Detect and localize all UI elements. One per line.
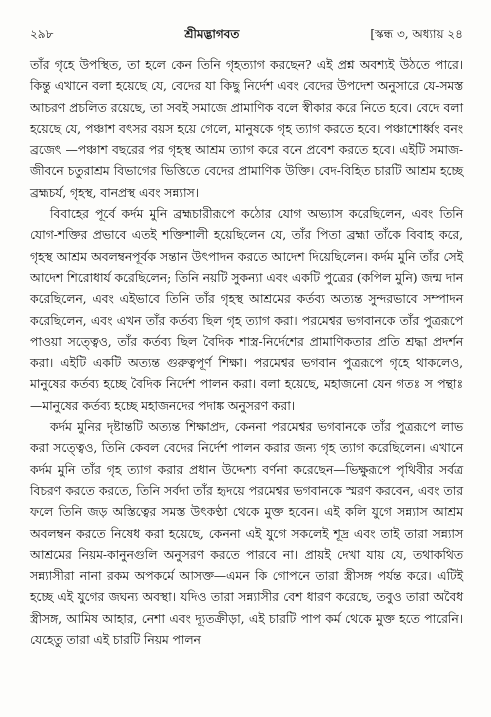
paragraph-3: কর্দম মুনির দৃষ্টান্তটি অত্যন্ত শিক্ষাপ্রদ, কেননা পরমেশ্বর ভগবানকে তাঁর পুত্ররূপে লাভ করা সত্ত্বেও, তিনি কেবল বেদের নির্দেশ পালন করার জন্য গৃহ ত্যাগ করেছিলেন। এখানে কর্দম মুনি তাঁর গৃহ ত্যাগ করার প্রধান উদ্দেশ্য বর্ণনা করেছেন—ভিক্ষুরূপে পৃথিবীর সর্বত্র বিচরণ করতে করতে, তিনি সর্বদা তাঁর হৃদয়ে পরমেশ্বর ভগবানকে স্মরণ করবেন, এবং তার ফলে তিনি জড় অস্তিত্বের সমস্ত উৎকণ্ঠা থেকে মুক্ত হবেন। এই কলি যুগে সন্ন্যাস আশ্রম অবলম্বন করতে নিষেধ করা হয়েছে, কেননা এই যুগে সকলেই শূদ্র এবং তাই তারা সন্ন্যাস আশ্রমের নিয়ম-কানুনগুলি অনুসরণ করতে পারবে না। প্রায়ই দেখা যায় যে, তথাকথিত সন্ন্যাসীরা নানা রকম অপকর্মে আসক্ত—এমন কি গোপনে তারা স্ত্রীসঙ্গ পর্যন্ত করে। এটিই হচ্ছে এই যুগের জঘন্য অবস্থা। যদিও তারা সন্ন্যাসীর বেশ ধারণ করেছে, তবুও তারা অবৈধ স্ত্রীসঙ্গ, আমিষ আহার, নেশা এবং দ্যূতক্রীড়া, এই চারটি পাপ কর্ম থেকে মুক্ত হতে পারেনি। যেহেতু তারা এই চারটি নিয়ম পালন	[30, 419, 463, 648]
paragraph-2: বিবাহের পূর্বে কর্দম মুনি ব্রহ্মচারীরূপে কঠোর যোগ অভ্যাস করেছিলেন, এবং তিনি যোগ-শক্তির প্রভাবে এতই শক্তিশালী হয়েছিলেন যে, তাঁর পিতা ব্রহ্মা তাঁকে বিবাহ করে, গৃহস্থ আশ্রম অবলম্বনপূর্বক সন্তান উৎপাদন করতে আদেশ দিয়েছিলেন। কর্দম মুনি তাঁর সেই আদেশ শিরোধার্য করেছিলেন; তিনি নয়টি সুকন্যা এবং একটি পুত্রের (কপিল মুনি) জন্ম দান করেছিলেন, এবং এইভাবে তিনি তাঁর গৃহস্থ আশ্রমের কর্তব্য অত্যন্ত সুন্দরভাবে সম্পাদন করেছিলেন, এবং এখন তাঁর কর্তব্য ছিল গৃহ ত্যাগ করা। পরমেশ্বর ভগবানকে তাঁর পুত্ররূপে পাওয়া সত্ত্বেও, তাঁর কর্তব্য ছিল বৈদিক শাস্ত্র-নির্দেশের প্রামাণিকতার প্রতি শ্রদ্ধা প্রদর্শন করা। এইটি একটি অত্যন্ত গুরুত্বপূর্ণ শিক্ষা। পরমেশ্বর ভগবান পুত্ররূপে গৃহে থাকলেও, মানুষের কর্তব্য হচ্ছে বৈদিক নির্দেশ পালন করা। বলা হয়েছে, মহাজনো যেন গতঃ স পন্থাঃ—মানুষের কর্তব্য হচ্ছে মহাজনদের পদাঙ্ক অনুসরণ করা।	[30, 206, 463, 413]
chapter-reference: [স্কন্ধ ৩, অধ্যায় ২৪	[370, 27, 463, 41]
page-header	[30, 26, 463, 42]
paragraph-1: তাঁর গৃহে উপস্থিত, তা হলে কেন তিনি গৃহত্যাগ করছেন? এই প্রশ্ন অবশ্যই উঠতে পারে। কিন্তু এখানে বলা হয়েছে যে, বেদের যা কিছু নির্দেশ এবং বেদের উপদেশ অনুসারে যে-সমস্ত আচরণ প্রচলিত রয়েছে, তা সবই সমাজে প্রামাণিক বলে স্বীকার করে নিতে হবে। বেদে বলা হয়েছে যে, পঞ্চাশ বৎসর বয়স হয়ে গেলে, মানুষকে গৃহ ত্যাগ করতে হবে। পঞ্চাশোর্ধ্বং বনং ব্রজেৎ —পঞ্চাশ বছরের পর গৃহস্থ আশ্রম ত্যাগ করে বনে প্রবেশ করতে হবে। এইটি সমাজ-জীবনে চতুরাশ্রম বিভাগের ভিত্তিতে বেদের প্রামাণিক উক্তি। বেদ-বিহিত চারটি আশ্রম হচ্ছে ব্রহ্মচর্য, গৃহস্থ, বানপ্রস্থ এবং সন্ন্যাস।	[30, 57, 463, 200]
page-number: ২৯৮	[30, 27, 54, 41]
book-title: শ্রীমদ্ভাগবত	[184, 27, 240, 41]
